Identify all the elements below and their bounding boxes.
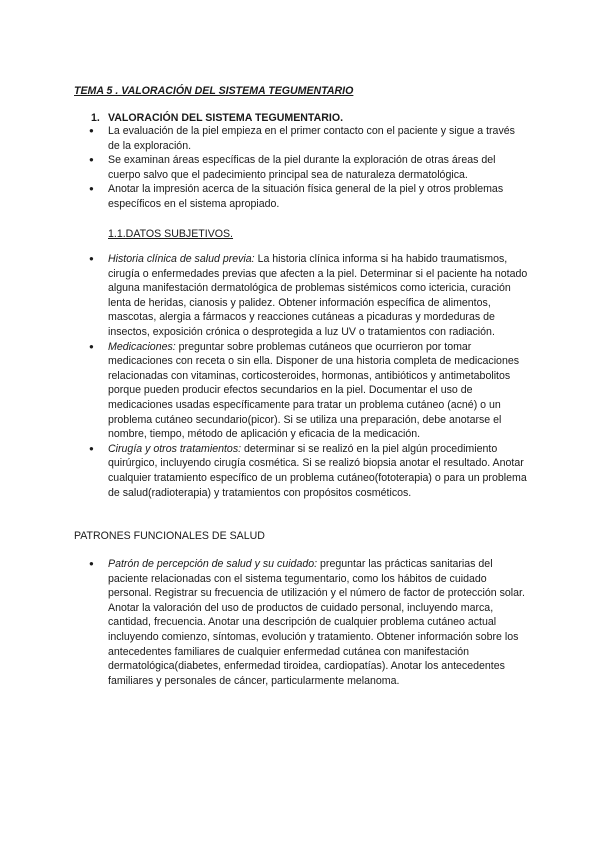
bullet-item: [108, 340, 528, 442]
document-title: TEMA 5 . VALORACIÓN DEL SISTEMA TEGUMENTARIO: [74, 85, 354, 97]
patterns-heading: PATRONES FUNCIONALES DE SALUD: [74, 530, 265, 542]
section-title: VALORACIÓN DEL SISTEMA TEGUMENTARIO.: [108, 112, 344, 124]
bullet-term: Cirugía y otros tratamientos:: [108, 442, 242, 455]
bullet-item: [108, 252, 528, 340]
patterns-list: [108, 557, 528, 688]
bullet-item: ● La evaluación de la piel empieza en el primer contacto con el paciente y sigue a través de la exploración.: [108, 124, 528, 153]
bullet-text: preguntar las prácticas sanitarias del paciente relacionadas con el sistema tegumentario, como los hábitos de cuidado personal. Registrar su frecuencia de utilización y el número de factor de protección solar. Anotar la valoración del uso de productos de cuidado personal, incluyendo marca, cantidad, frecuencia. Anotar una descripción de cualquier problema cutáneo actual incluyendo comienzo, síntomas, evolución y tratamiento. Obtener información sobre los antecedentes familiares de cualquier enfermedad cutánea con manifestación dermatológica(diabetes, enfermedad tiroidea, cardiopatías). Anotar los antecedentes familiares y personales de cáncer, particularmente melanoma.: [108, 558, 525, 687]
bullet-item: [108, 557, 528, 688]
section-number: 1.: [91, 112, 100, 124]
bullet-term: Patrón de percepción de salud y su cuidado:: [108, 558, 318, 570]
bullet-term: Historia clínica de salud previa:: [108, 253, 255, 265]
bullet-text: determinar si se realizó en la piel algún procedimiento quirúrgico, incluyendo cirugía cosmética. Si se realizó biopsia anotar el resultado. Anotar cualquier tratamiento específico de un problema cutáneo(fototerapia) o para un problema de salud(radioterapia) y tratamientos con propósitos cosméticos.: [108, 442, 527, 499]
subjective-data-list: [108, 252, 528, 500]
subsection-heading: 1.1.DATOS SUBJETIVOS.: [108, 228, 234, 240]
bullet-item: ● Anotar la impresión acerca de la situación física general de la piel y otros problemas específicos en el sistema apropiado.: [108, 182, 528, 211]
bullet-text: preguntar sobre problemas cutáneos que ocurrieron por tomar medicaciones con receta o sin ella. Disponer de una historia completa de medicaciones relacionadas con vitaminas, corticosteroides, hormonas, antibióticos y antimetabolitos porque pueden producir efectos secundarios en la piel. Documentar el uso de medicaciones usadas específicamente para tratar un problema cutáneo (acné) o un problema cutáneo secundario(picor). Si se utiliza una preparación, debe anotarse el nombre, tiempo, método de aplicación y eficacia de la medicación.: [108, 340, 520, 441]
bullet-text: La historia clínica informa si ha habido traumatismos, cirugía o enfermedades previas que afecten a la piel. Determinar si el paciente ha notado alguna manifestación dermatológica de problemas sistémicos como ictericia, curación lenta de heridas, cianosis y palidez. Obtener información específica de alimentos, mascotas, alergia a fármacos y reacciones cutáneas a picaduras y mordeduras de insectos, exposición crónica o desprotegida a luz UV o tratamientos con radiación.: [108, 253, 528, 338]
section-bullet-list: [108, 124, 528, 212]
bullet-term: Medicaciones:: [108, 340, 176, 353]
bullet-item: ● Se examinan áreas específicas de la piel durante la exploración de otras áreas del cuerpo salvo que el padecimiento principal sea de naturaleza dermatológica.: [108, 153, 528, 182]
bullet-item: [108, 442, 528, 500]
